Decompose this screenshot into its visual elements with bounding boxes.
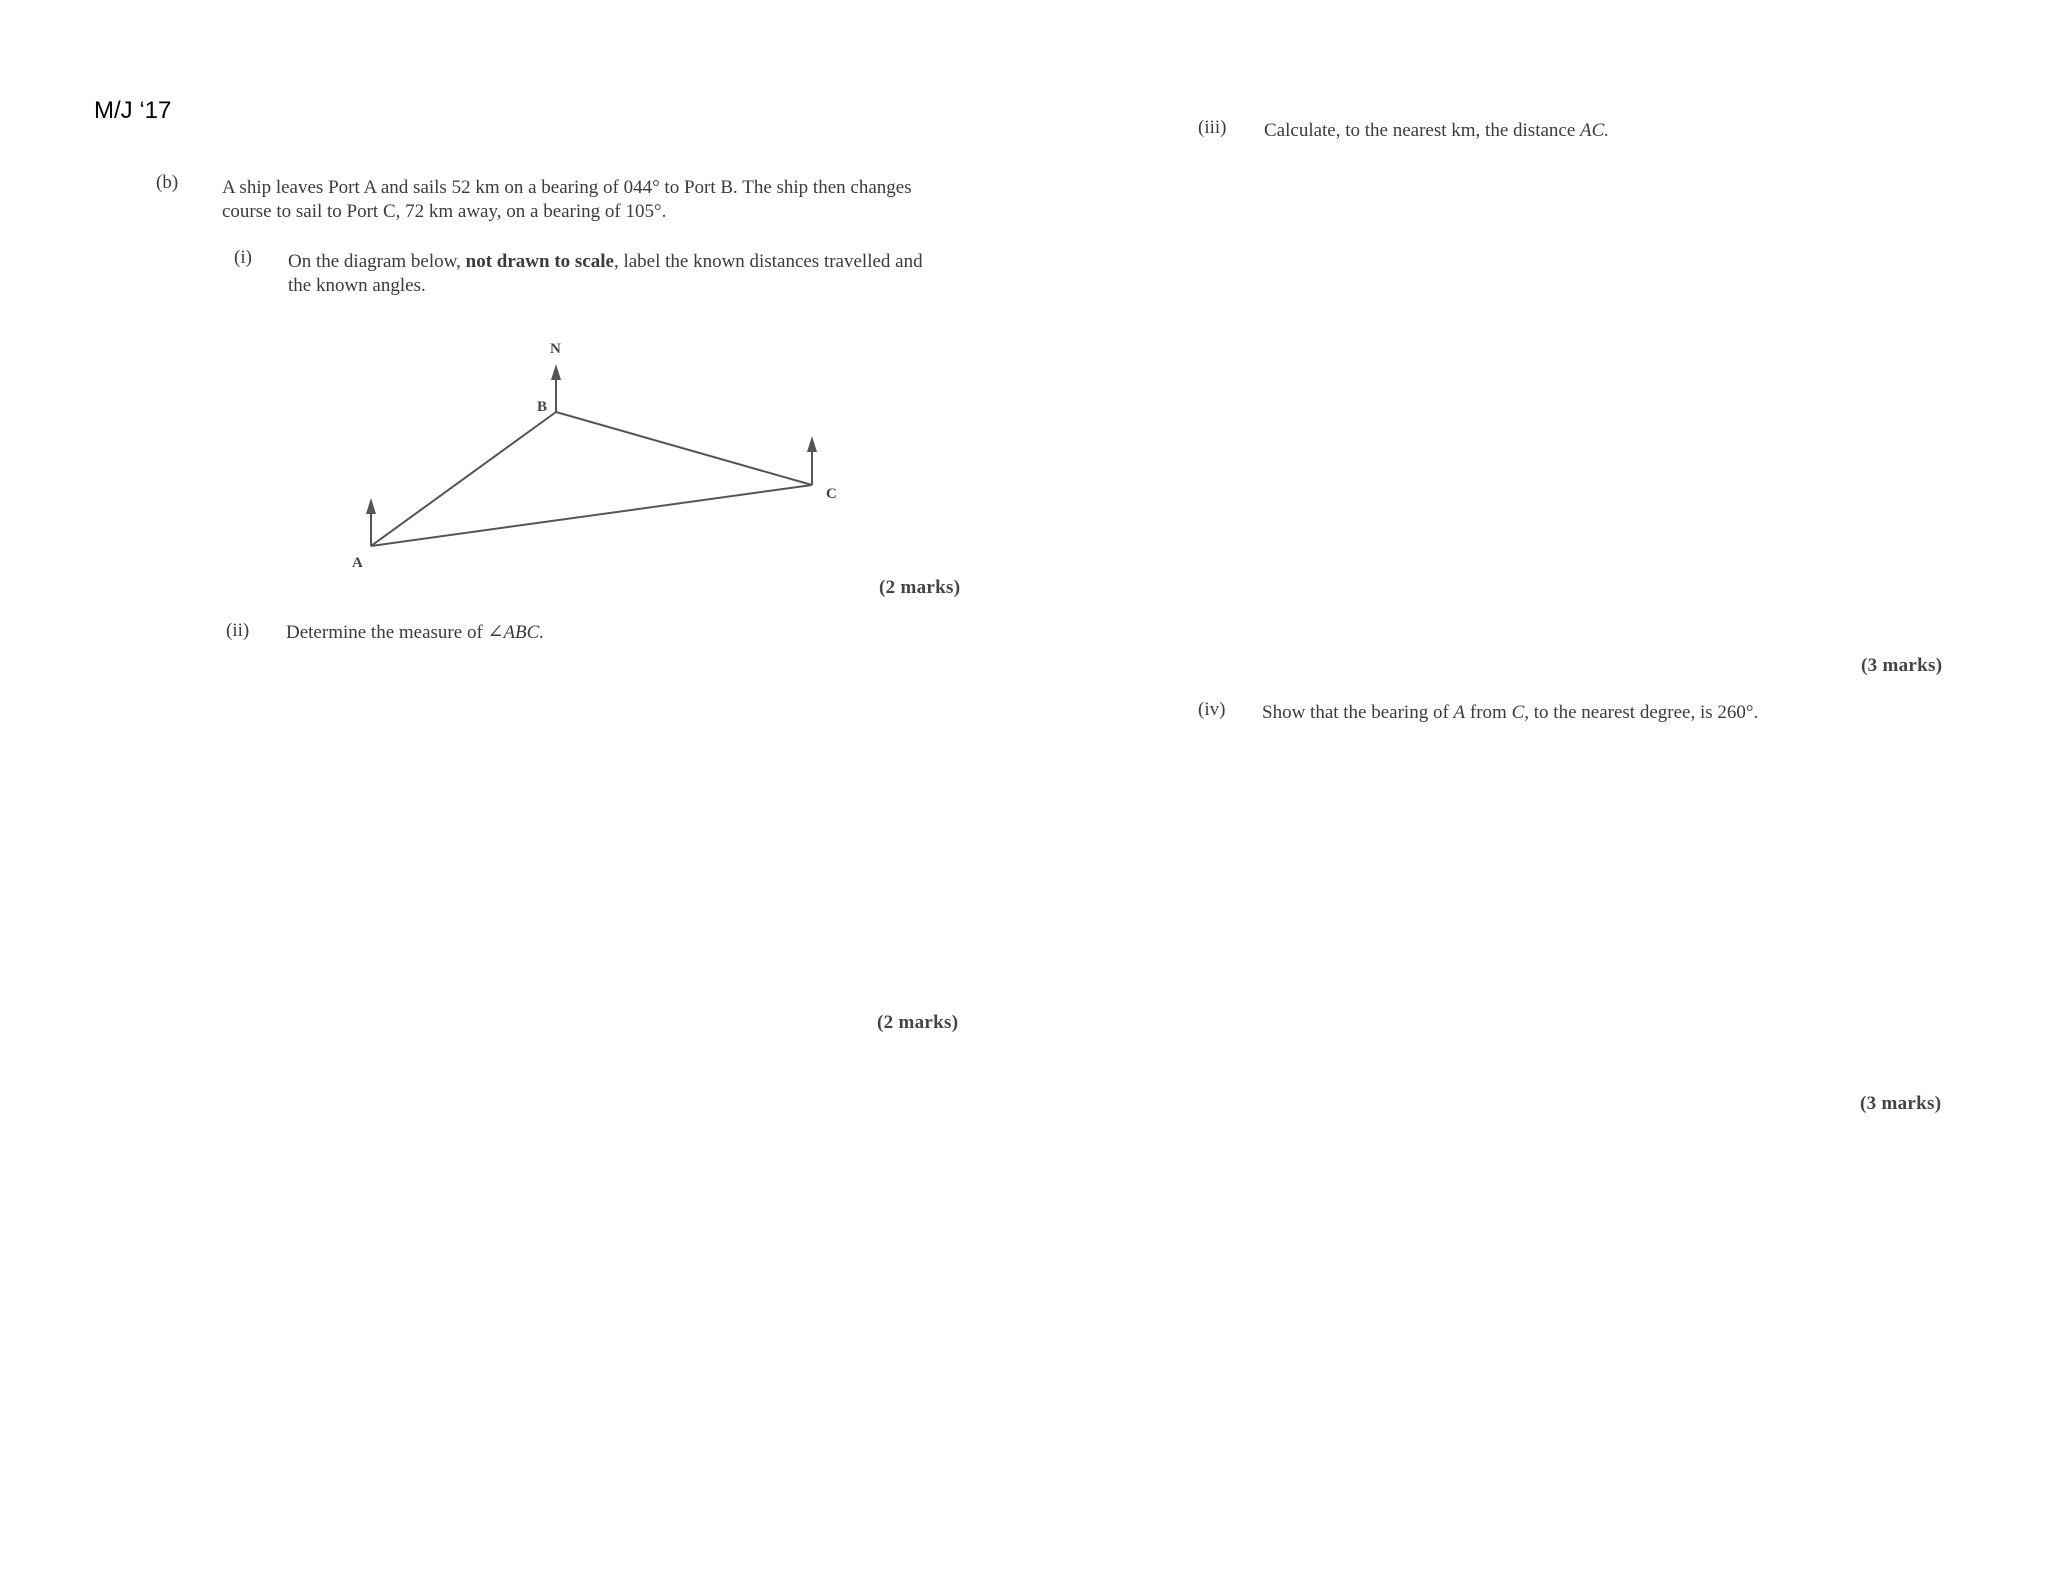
question-iii-label: (iii): [1198, 117, 1227, 138]
line-ab: [371, 412, 556, 546]
paper-code: M/J ‘17: [94, 97, 172, 124]
question-i-marks: (2 marks): [879, 577, 961, 598]
question-iv-marks: (3 marks): [1860, 1093, 1942, 1114]
question-iii-text: Calculate, to the nearest km, the distance AC.: [1264, 120, 1610, 141]
part-b-intro: [222, 176, 982, 224]
not-to-scale-emphasis: not drawn to scale: [465, 251, 614, 272]
question-i-text: [288, 250, 1008, 298]
question-ii-label: (ii): [226, 620, 250, 641]
intro-line-2: course to sail to Port C, 72 km away, on a bearing of 105°.: [222, 201, 667, 222]
north-arrow-a: [366, 498, 376, 514]
vertex-b-label: B: [537, 399, 548, 415]
distance-ac: AC.: [1580, 120, 1610, 141]
vertex-c-label: C: [826, 486, 837, 502]
bearing-diagram: [340, 330, 860, 580]
part-b-label: (b): [156, 172, 179, 193]
vertex-a-label: A: [352, 555, 363, 571]
question-ii-marks: (2 marks): [877, 1012, 959, 1033]
question-i-line-2: the known angles.: [288, 275, 426, 296]
north-label: N: [550, 341, 561, 357]
question-iii-marks: (3 marks): [1861, 655, 1943, 676]
north-arrow-b: [551, 364, 561, 380]
line-ac: [371, 485, 812, 546]
angle-abc: ∠ABC.: [487, 622, 545, 643]
question-ii-text: Determine the measure of ∠ABC.: [286, 622, 545, 643]
line-bc: [556, 412, 812, 485]
question-iv-label: (iv): [1198, 699, 1226, 720]
north-arrow-c: [807, 436, 817, 452]
question-i-line-1: On the diagram below, not drawn to scale, label the known distances travelled and: [288, 251, 923, 272]
question-iv-text: Show that the bearing of A from C, to the nearest degree, is 260°.: [1262, 702, 1759, 723]
question-i-label: (i): [234, 247, 252, 268]
intro-line-1: A ship leaves Port A and sails 52 km on a bearing of 044° to Port B. The ship then changes: [222, 177, 912, 198]
